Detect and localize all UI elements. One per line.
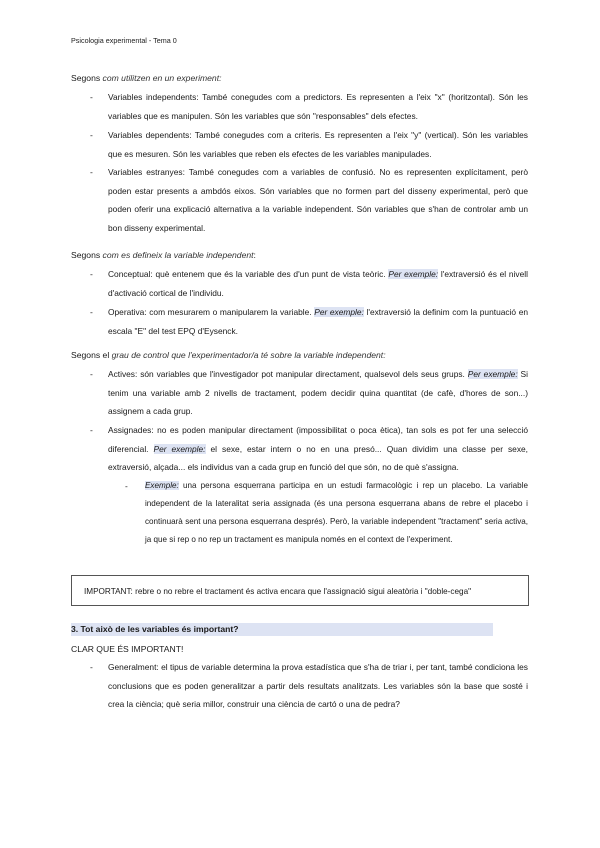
sub-bullet-dash: - (125, 481, 128, 491)
section-heading-definition: Segons com es defineix la variable independent: (71, 250, 256, 260)
example-paragraph: Exemple: una persona esquerrana participa en un estudi farmacològic i rep un placebo. La variable independent de la lateralitat seria assignada (és una persona esquerrana abans de rebre el placebo i continuarà sent una persona esquerrana després). Però, la variable independent "tractament" seria activa, ja que si rep o no rep un tractament es manipula només en el context de l'experiment. (145, 481, 528, 544)
list-item: Operativa: com mesurarem o manipularem la variable. Per exemple: l'extraversió la definim com la puntuació en escala "E" del test EPQ d'Eysenck. (108, 307, 529, 336)
page-header: Psicologia experimental - Tema 0 (71, 36, 177, 45)
bullet-dash: - (90, 269, 93, 279)
example-highlight: Per exemple: (388, 269, 439, 279)
list-item: Variables independents: També conegudes com a predictors. Es representen a l'eix "x" (horitzontal). Són les variables que es manipulen. Són les variables que són "responsables" dels efectes. (108, 92, 528, 121)
list-item: Generalment: el tipus de variable determina la prova estadística que s'ha de triar i, per tant, també condiciona les conclusions que es poden generalitzar a partir dels resultats analitzats. Les variables són la base que sosté i crea la ciència; què seria millor, construir una ciència de cartó o una de pedra? (108, 662, 528, 710)
list-item: Conceptual: què entenem que és la variable des d'un punt de vista teòric. Per exemple: l'extraversió és el nivell d'activació cortical de l'individu. (108, 269, 528, 298)
section-3-subheading: CLAR QUE ÉS IMPORTANT! (71, 644, 184, 654)
section-heading-control: Segons el grau de control que l'experimentador/a té sobre la variable independent: (71, 350, 386, 360)
bullet-dash: - (90, 662, 93, 672)
list-item: Actives: són variables que l'investigador pot manipular directament, qualsevol dels seus grups. Per exemple: Si tenim una variable amb 2 nivells de tractament, podem decidir quina quantitat (de cafè, d'hores de son...) assignem a cada grup. (108, 369, 529, 417)
section-3-heading: 3. Tot això de les variables és important? (71, 623, 493, 636)
example-highlight: Per exemple: (467, 369, 518, 379)
important-note-box: IMPORTANT: rebre o no rebre el tractament és activa encara que l'assignació sigui aleatòria i "doble-cega" (71, 575, 529, 606)
bullet-dash: - (90, 307, 93, 317)
list-item: Variables estranyes: També conegudes com a variables de confusió. No es representen explícitament, però poden estar presents a ambdós eixos. Són variables que no formen part del disseny experimental, però que poden oferir una explicació alternativa a la variable independent. Són variables que s'han de controlar amb un bon disseny experimental. (108, 167, 528, 234)
example-highlight: Per exemple: (314, 307, 364, 317)
bullet-dash: - (90, 92, 93, 102)
bullet-dash: - (90, 425, 93, 435)
bullet-dash: - (90, 369, 93, 379)
section-heading-usage: Segons com utilitzen en un experiment: (71, 73, 222, 83)
example-highlight: Per exemple: (153, 443, 206, 454)
list-item: Assignades: no es poden manipular directament (impossibilitat o poca ètica), tan sols es pot fer una selecció diferencial. Per exemple: el sexe, estar intern o no en una presó... Quan dividim una classe per sexe, extraversió, alçada... els individus van a cada grup en funció del que són, no de què s'assigna. (108, 425, 529, 473)
bullet-dash: - (90, 167, 93, 177)
bullet-dash: - (90, 130, 93, 140)
list-item: Variables dependents: També conegudes com a criteris. Es representen a l'eix "y" (vertical). Són les variables que es mesuren. Són les variables que reben els efectes de les variables manipulades. (108, 130, 528, 159)
example-highlight: Exemple: (145, 481, 179, 490)
